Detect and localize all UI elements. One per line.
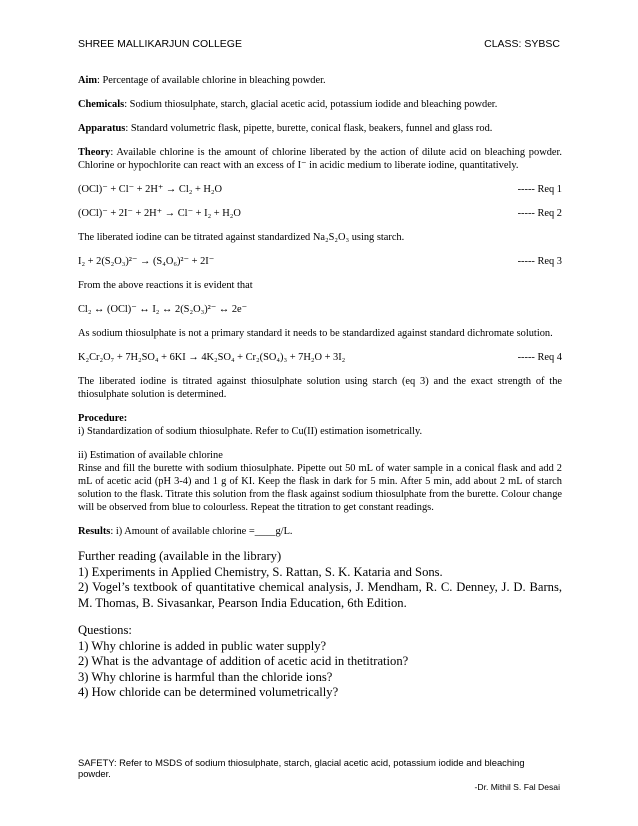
equation-3-tag: ----- Req 3: [517, 256, 562, 267]
footer: [78, 757, 560, 792]
equation-3: [78, 255, 562, 268]
evident-line: From the above reactions it is evident that: [78, 280, 253, 291]
reading-item-1: 1) Experiments in Applied Chemistry, S. Rattan, S. K. Kataria and Sons.: [78, 564, 443, 579]
question-1: 1) Why chlorine is added in public water supply?: [78, 638, 327, 653]
equation-1-tag: ----- Req 1: [517, 184, 562, 195]
apparatus-text: : Standard volumetric flask, pipette, burette, conical flask, beakers, funnel and glass rod.: [125, 123, 493, 134]
apparatus-label: Apparatus: [78, 123, 126, 134]
document-body: [78, 74, 562, 701]
aim-label: Aim: [78, 75, 98, 86]
author-signature: -Dr. Mithil S. Fal Desai: [474, 782, 560, 792]
chemicals-section: [78, 98, 562, 111]
class-label: CLASS: SYBSC: [484, 38, 560, 50]
theory-label: Theory: [78, 147, 111, 158]
equation-3-text: I₂ + 2(S₂O₃)²⁻ → (S₄O₆)²⁻ + 2I⁻: [78, 256, 215, 267]
equation-2: [78, 207, 562, 220]
chemicals-text: : Sodium thiosulphate, starch, glacial acetic acid, potassium iodide and bleaching powder.: [124, 99, 498, 110]
results-section: [78, 525, 562, 538]
standardize-line: As sodium thiosulphate is not a primary standard it needs to be standardized against standard dichromate solution.: [78, 328, 553, 339]
equation-4: [78, 351, 562, 364]
theory-text: : Available chlorine is the amount of chlorine liberated by the action of dilute acid on bleaching powder. Chlorine or hypochlorite can react with an excess of I⁻ in acidic medium to liberate iodine, quantitatively.: [78, 147, 562, 171]
college-name: SHREE MALLIKARJUN COLLEGE: [78, 38, 242, 50]
questions-title: Questions:: [78, 623, 132, 637]
aim-section: [78, 74, 562, 87]
theory-section: [78, 146, 562, 172]
question-4: 4) How chloride can be determined volumetrically?: [78, 685, 339, 699]
reading-item-2: 2) Vogel’s textbook of quantitative chemical analysis, J. Mendham, R. C. Denney, J. D. Barns, M. Thomas, B. Sivasankar, Pearson India Education, 6th Edition.: [78, 580, 562, 610]
titrated-line: The liberated iodine can be titrated against standardized Na₂S₂O₃ using starch.: [78, 232, 405, 243]
equivalence-relation: Cl₂ ↔ (OCl)⁻ ↔ I₂ ↔ 2(S₂O₃)²⁻ ↔ 2e⁻: [78, 304, 248, 315]
procedure-step-2: [78, 449, 562, 514]
procedure-step-2-title: ii) Estimation of available chlorine: [78, 450, 223, 461]
further-reading-section: [78, 549, 562, 611]
question-2: 2) What is the advantage of addition of acetic acid in thetitration?: [78, 654, 409, 668]
questions-section: [78, 623, 562, 701]
equation-4-tag: ----- Req 4: [517, 352, 562, 363]
procedure-step-2-text: Rinse and fill the burette with sodium thiosulphate. Pipette out 50 mL of water sample in a conical flask and add 2 mL of acetic acid (pH 3-4) and 1 g of KI. Keep the flask in dark for 5 min. After 5 min, add about 2 mL of starch solution to the flask. Titrate this solution from the flask against sodium thiosulphate from the burette. Colour change will be observed from blue to colourless. Repeat the titration to get constant readings.: [78, 463, 562, 513]
question-3: 3) Why chlorine is harmful than the chloride ions?: [78, 669, 333, 684]
aim-text: : Percentage of available chlorine in bleaching powder.: [97, 75, 326, 86]
equation-1-text: (OCl)⁻ + Cl⁻ + 2H⁺ → Cl₂ + H₂O: [78, 184, 223, 195]
equation-1: [78, 183, 562, 196]
apparatus-section: [78, 122, 562, 135]
equation-2-tag: ----- Req 2: [517, 208, 562, 219]
results-text: : i) Amount of available chlorine =____g/L.: [110, 526, 293, 537]
further-reading-title: Further reading (available in the library): [78, 549, 282, 563]
liberated-paragraph: The liberated iodine is titrated against thiosulphate solution using starch (eq 3) and the exact strength of the thiosulphate solution is determined.: [78, 376, 562, 400]
procedure-label: Procedure: [78, 413, 124, 424]
results-label: Results: [78, 526, 111, 537]
procedure-section: Procedure: i) Standardization of sodium thiosulphate. Refer to Cu(II) estimation isometrically.: [78, 412, 562, 438]
equation-4-text: K₂Cr₂O₇ + 7H₂SO₄ + 6KI → 4K₂SO₄ + Cr₂(SO₄)₃ + 7H₂O + 3I₂: [78, 352, 346, 363]
procedure-step-1: i) Standardization of sodium thiosulphate. Refer to Cu(II) estimation isometrically.: [78, 426, 423, 437]
chemicals-label: Chemicals: [78, 99, 125, 110]
equation-2-text: (OCl)⁻ + 2I⁻ + 2H⁺ → Cl⁻ + I₂ + H₂O: [78, 208, 241, 219]
safety-note: SAFETY: Refer to MSDS of sodium thiosulphate, starch, glacial acetic acid, potassium iodide and bleaching powder.: [78, 757, 525, 779]
